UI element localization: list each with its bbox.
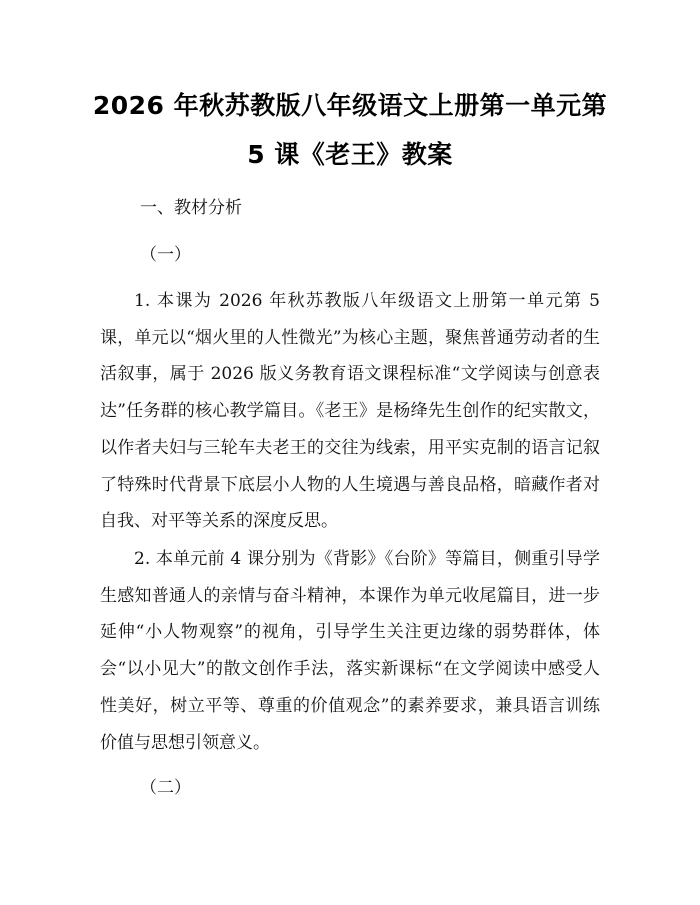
document-title-line-1: 2026 年秋苏教版八年级语文上册第一单元第 [92, 91, 608, 120]
paragraph-2: 2. 本单元前 4 课分别为《背影》《台阶》等篇目，侧重引导学生感知普通人的亲情与奋斗精神，本课作为单元收尾篇目，进一步延伸“小人物观察”的视角，引导学生关注更边缘的弱势群体，体会“以小见大”的散文创作手法，落实新课标“在文学阅读中感受人性美好，树立平等、尊重的价值观念”的素养要求，兼具语言训练价值与思想引领意义。 [100, 549, 600, 753]
section-heading-textbook-analysis: 一、教材分析 [140, 198, 242, 218]
subsection-heading-1: （一） [140, 245, 191, 265]
document-title-line-2: 5 课《老王》教案 [247, 140, 453, 169]
subsection-heading-2: （二） [140, 778, 191, 798]
paragraph-1: 1. 本课为 2026 年秋苏教版八年级语文上册第一单元第 5 课，单元以“烟火里的人性微光”为核心主题，聚焦普通劳动者的生活叙事，属于 2026 版义务教育语文课程标准“文学阅读与创意表达”任务群的核心教学篇目。《老王》是杨绛先生创作的纪实散文，以作者夫妇与三轮车夫老王的交往为线索，用平实克制的语言记叙了特殊时代背景下底层小人物的人生境遇与善良品格，暗藏作者对自我、对平等关系的深度反思。 [100, 291, 600, 532]
